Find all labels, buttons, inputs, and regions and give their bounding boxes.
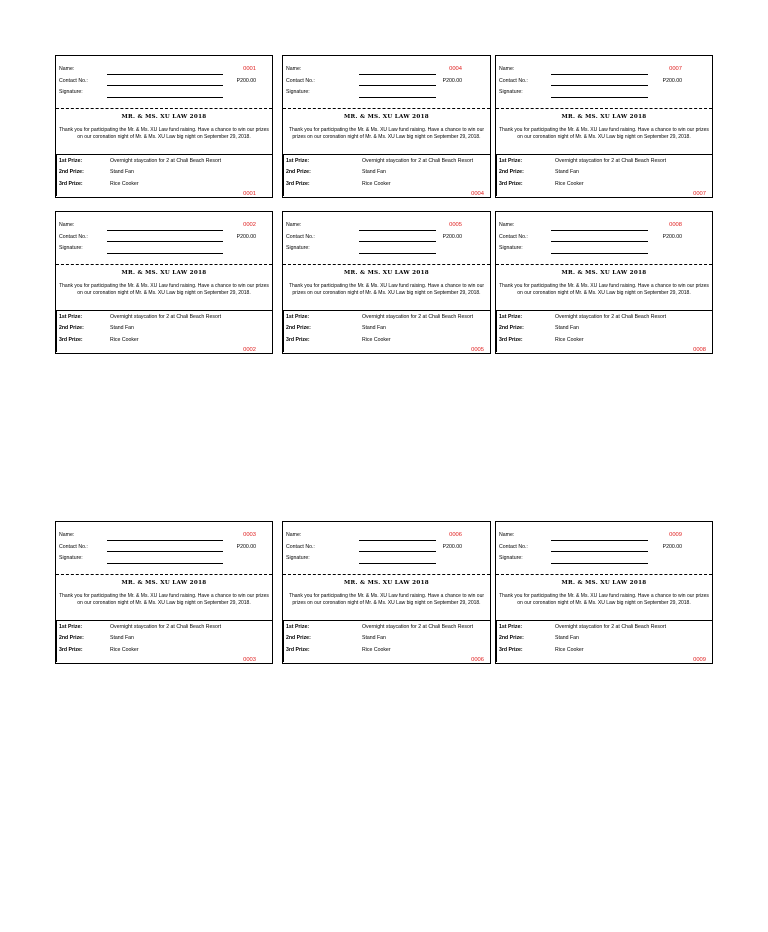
prize-2-value: Stand Fan [110, 325, 134, 331]
raffle-ticket [282, 55, 491, 198]
ticket-stub [496, 212, 712, 265]
ticket-number: 0003 [243, 532, 256, 538]
contact-label: Contact No.: [499, 544, 528, 550]
name-line [359, 540, 436, 541]
ticket-title: MR. & MS. XU LAW 2018 [121, 580, 207, 586]
name-label: Name: [499, 222, 515, 228]
signature-label: Signature: [286, 245, 310, 251]
ticket-stub [283, 212, 490, 265]
name-line [107, 74, 223, 75]
signature-line [359, 563, 436, 564]
prize-separator [56, 310, 272, 311]
prize-2-value: Stand Fan [362, 325, 386, 331]
contact-label: Contact No.: [59, 234, 88, 240]
prize-1-label: 1st Prize: [499, 314, 523, 320]
prize-separator [496, 154, 712, 155]
contact-label: Contact No.: [286, 234, 315, 240]
ticket-stub [283, 56, 490, 109]
prize-1-value: Overnight staycation for 2 at Chali Beach Resort [555, 624, 667, 630]
prize-separator-edge [496, 154, 497, 196]
prize-3-value: Rice Cooker [110, 181, 139, 187]
raffle-ticket [55, 211, 273, 354]
raffle-ticket [495, 211, 713, 354]
contact-line [551, 551, 648, 552]
ticket-message: Thank you for participating the Mr. & Ms. XU Law fund raising. Have a chance to win our prizes on our coronation night of Mr. & Ms. XU Law big night on September 29, 2018. [59, 127, 269, 140]
prize-3-label: 3rd Prize: [59, 337, 83, 343]
name-line [551, 74, 648, 75]
prize-2-value: Stand Fan [110, 635, 134, 641]
signature-label: Signature: [59, 89, 83, 95]
contact-label: Contact No.: [499, 234, 528, 240]
raffle-ticket [282, 521, 491, 664]
prize-separator-edge [56, 310, 57, 352]
signature-label: Signature: [286, 555, 310, 561]
prize-2-label: 2nd Prize: [286, 169, 311, 175]
ticket-number-footer: 0006 [471, 657, 484, 663]
prize-2-label: 2nd Prize: [59, 635, 84, 641]
prize-1-label: 1st Prize: [286, 158, 310, 164]
prize-2-label: 2nd Prize: [499, 635, 524, 641]
ticket-title: MR. & MS. XU LAW 2018 [561, 270, 647, 276]
name-label: Name: [59, 532, 75, 538]
prize-1-label: 1st Prize: [59, 158, 83, 164]
prize-3-value: Rice Cooker [110, 337, 139, 343]
raffle-ticket [495, 521, 713, 664]
ticket-message: Thank you for participating the Mr. & Ms. XU Law fund raising. Have a chance to win our prizes on our coronation night of Mr. & Ms. XU Law big night on September 29, 2018. [288, 283, 485, 296]
ticket-title: MR. & MS. XU LAW 2018 [561, 114, 647, 120]
prize-separator [56, 620, 272, 621]
ticket-number: 0001 [243, 66, 256, 72]
name-line [359, 230, 436, 231]
name-label: Name: [59, 222, 75, 228]
prize-2-label: 2nd Prize: [499, 325, 524, 331]
ticket-stub [56, 212, 272, 265]
ticket-number-footer: 0007 [693, 191, 706, 197]
ticket-number-footer: 0005 [471, 347, 484, 353]
prize-1-value: Overnight staycation for 2 at Chali Beach Resort [555, 314, 667, 320]
contact-label: Contact No.: [499, 78, 528, 84]
prize-2-label: 2nd Prize: [286, 325, 311, 331]
prize-3-value: Rice Cooker [362, 337, 391, 343]
prize-separator [283, 154, 490, 155]
name-line [359, 74, 436, 75]
ticket-number: 0006 [449, 532, 462, 538]
signature-label: Signature: [499, 245, 523, 251]
signature-line [359, 97, 436, 98]
ticket-number: 0007 [669, 66, 682, 72]
prize-separator-edge [283, 620, 284, 662]
signature-line [551, 97, 648, 98]
contact-line [359, 241, 436, 242]
prize-1-value: Overnight staycation for 2 at Chali Beach Resort [362, 314, 474, 320]
name-line [551, 230, 648, 231]
ticket-message: Thank you for participating the Mr. & Ms. XU Law fund raising. Have a chance to win our prizes on our coronation night of Mr. & Ms. XU Law big night on September 29, 2018. [499, 127, 709, 140]
prize-3-label: 3rd Prize: [286, 181, 310, 187]
ticket-message: Thank you for participating the Mr. & Ms. XU Law fund raising. Have a chance to win our prizes on our coronation night of Mr. & Ms. XU Law big night on September 29, 2018. [499, 593, 709, 606]
contact-line [551, 85, 648, 86]
prize-1-label: 1st Prize: [59, 314, 83, 320]
prize-1-label: 1st Prize: [286, 314, 310, 320]
prize-2-value: Stand Fan [110, 169, 134, 175]
prize-2-value: Stand Fan [362, 169, 386, 175]
prize-3-value: Rice Cooker [555, 337, 584, 343]
prize-2-value: Stand Fan [555, 635, 579, 641]
contact-line [107, 551, 223, 552]
prize-1-value: Overnight staycation for 2 at Chali Beach Resort [110, 158, 222, 164]
prize-separator-edge [56, 154, 57, 196]
name-label: Name: [286, 532, 302, 538]
ticket-number-footer: 0004 [471, 191, 484, 197]
ticket-title: MR. & MS. XU LAW 2018 [344, 114, 429, 120]
raffle-ticket [282, 211, 491, 354]
prize-1-value: Overnight staycation for 2 at Chali Beach Resort [110, 314, 222, 320]
prize-1-label: 1st Prize: [59, 624, 83, 630]
contact-line [107, 85, 223, 86]
ticket-price: P200.00 [662, 78, 682, 84]
signature-label: Signature: [59, 245, 83, 251]
name-line [107, 230, 223, 231]
ticket-title: MR. & MS. XU LAW 2018 [561, 580, 647, 586]
prize-3-value: Rice Cooker [555, 647, 584, 653]
contact-line [551, 241, 648, 242]
contact-line [359, 85, 436, 86]
prize-3-value: Rice Cooker [362, 181, 391, 187]
prize-separator [496, 620, 712, 621]
ticket-number: 0002 [243, 222, 256, 228]
prize-2-label: 2nd Prize: [499, 169, 524, 175]
ticket-body [283, 575, 490, 663]
ticket-title: MR. & MS. XU LAW 2018 [344, 270, 429, 276]
ticket-body [496, 575, 712, 663]
ticket-stub [283, 522, 490, 575]
signature-line [551, 253, 648, 254]
signature-line [551, 563, 648, 564]
ticket-number-footer: 0009 [693, 657, 706, 663]
ticket-title: MR. & MS. XU LAW 2018 [121, 270, 207, 276]
ticket-number: 0009 [669, 532, 682, 538]
prize-2-label: 2nd Prize: [59, 169, 84, 175]
signature-label: Signature: [286, 89, 310, 95]
signature-line [107, 253, 223, 254]
ticket-title: MR. & MS. XU LAW 2018 [344, 580, 429, 586]
prize-3-label: 3rd Prize: [286, 647, 310, 653]
signature-line [359, 253, 436, 254]
name-label: Name: [286, 66, 302, 72]
prize-3-label: 3rd Prize: [59, 181, 83, 187]
name-label: Name: [286, 222, 302, 228]
ticket-stub [56, 522, 272, 575]
prize-1-label: 1st Prize: [499, 158, 523, 164]
name-line [551, 540, 648, 541]
contact-line [107, 241, 223, 242]
prize-1-value: Overnight staycation for 2 at Chali Beach Resort [362, 158, 474, 164]
prize-2-value: Stand Fan [555, 169, 579, 175]
ticket-stub [496, 522, 712, 575]
ticket-body [283, 109, 490, 197]
ticket-price: P200.00 [662, 544, 682, 550]
ticket-price: P200.00 [236, 544, 256, 550]
ticket-message: Thank you for participating the Mr. & Ms. XU Law fund raising. Have a chance to win our prizes on our coronation night of Mr. & Ms. XU Law big night on September 29, 2018. [288, 593, 485, 606]
ticket-message: Thank you for participating the Mr. & Ms. XU Law fund raising. Have a chance to win our prizes on our coronation night of Mr. & Ms. XU Law big night on September 29, 2018. [288, 127, 485, 140]
ticket-message: Thank you for participating the Mr. & Ms. XU Law fund raising. Have a chance to win our prizes on our coronation night of Mr. & Ms. XU Law big night on September 29, 2018. [59, 593, 269, 606]
prize-separator [283, 310, 490, 311]
prize-3-label: 3rd Prize: [286, 337, 310, 343]
prize-3-label: 3rd Prize: [59, 647, 83, 653]
contact-line [359, 551, 436, 552]
ticket-body [56, 109, 272, 197]
prize-separator-edge [56, 620, 57, 662]
ticket-number: 0005 [449, 222, 462, 228]
ticket-body [496, 265, 712, 353]
ticket-body [56, 575, 272, 663]
ticket-message: Thank you for participating the Mr. & Ms. XU Law fund raising. Have a chance to win our prizes on our coronation night of Mr. & Ms. XU Law big night on September 29, 2018. [59, 283, 269, 296]
ticket-price: P200.00 [236, 234, 256, 240]
ticket-price: P200.00 [662, 234, 682, 240]
signature-label: Signature: [499, 555, 523, 561]
ticket-price: P200.00 [442, 78, 462, 84]
prize-3-value: Rice Cooker [555, 181, 584, 187]
name-label: Name: [499, 66, 515, 72]
name-label: Name: [59, 66, 75, 72]
contact-label: Contact No.: [286, 544, 315, 550]
ticket-price: P200.00 [236, 78, 256, 84]
ticket-number: 0004 [449, 66, 462, 72]
raffle-ticket [495, 55, 713, 198]
ticket-number-footer: 0001 [243, 191, 256, 197]
prize-1-value: Overnight staycation for 2 at Chali Beach Resort [555, 158, 667, 164]
prize-2-label: 2nd Prize: [286, 635, 311, 641]
ticket-stub [496, 56, 712, 109]
ticket-number-footer: 0003 [243, 657, 256, 663]
prize-3-label: 3rd Prize: [499, 181, 523, 187]
prize-1-label: 1st Prize: [499, 624, 523, 630]
prize-3-label: 3rd Prize: [499, 337, 523, 343]
signature-line [107, 97, 223, 98]
prize-1-label: 1st Prize: [286, 624, 310, 630]
ticket-number-footer: 0002 [243, 347, 256, 353]
prize-separator-edge [496, 620, 497, 662]
prize-3-label: 3rd Prize: [499, 647, 523, 653]
contact-label: Contact No.: [286, 78, 315, 84]
prize-1-value: Overnight staycation for 2 at Chali Beach Resort [362, 624, 474, 630]
raffle-ticket [55, 521, 273, 664]
signature-label: Signature: [499, 89, 523, 95]
ticket-price: P200.00 [442, 234, 462, 240]
prize-separator-edge [283, 310, 284, 352]
signature-line [107, 563, 223, 564]
prize-2-label: 2nd Prize: [59, 325, 84, 331]
prize-2-value: Stand Fan [555, 325, 579, 331]
ticket-message: Thank you for participating the Mr. & Ms. XU Law fund raising. Have a chance to win our prizes on our coronation night of Mr. & Ms. XU Law big night on September 29, 2018. [499, 283, 709, 296]
name-label: Name: [499, 532, 515, 538]
ticket-body [56, 265, 272, 353]
ticket-title: MR. & MS. XU LAW 2018 [121, 114, 207, 120]
prize-3-value: Rice Cooker [110, 647, 139, 653]
prize-1-value: Overnight staycation for 2 at Chali Beach Resort [110, 624, 222, 630]
ticket-number-footer: 0008 [693, 347, 706, 353]
ticket-price: P200.00 [442, 544, 462, 550]
contact-label: Contact No.: [59, 544, 88, 550]
prize-separator [283, 620, 490, 621]
ticket-stub [56, 56, 272, 109]
name-line [107, 540, 223, 541]
prize-separator-edge [283, 154, 284, 196]
prize-separator [496, 310, 712, 311]
contact-label: Contact No.: [59, 78, 88, 84]
prize-separator [56, 154, 272, 155]
signature-label: Signature: [59, 555, 83, 561]
prize-3-value: Rice Cooker [362, 647, 391, 653]
prize-separator-edge [496, 310, 497, 352]
prize-2-value: Stand Fan [362, 635, 386, 641]
ticket-number: 0008 [669, 222, 682, 228]
ticket-body [283, 265, 490, 353]
ticket-body [496, 109, 712, 197]
raffle-ticket [55, 55, 273, 198]
